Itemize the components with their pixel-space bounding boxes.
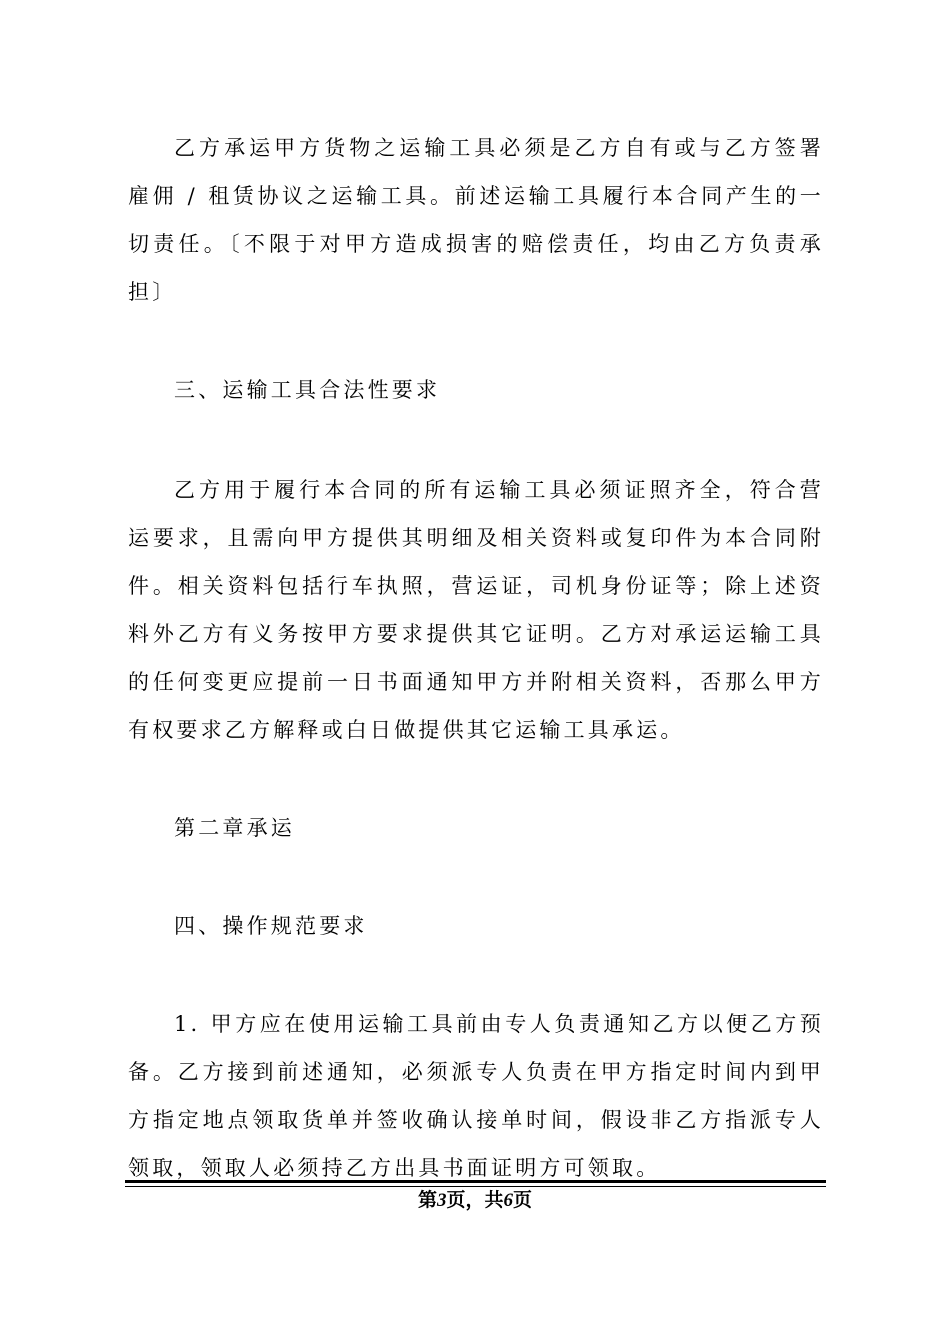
section-heading-legality: 三、运输工具合法性要求 (174, 378, 441, 402)
paragraph-operation-rule-1: 1. 甲方应在使用运输工具前由专人负责通知乙方以便乙方预备。乙方接到前述通知，必须派专人负责在甲方指定时间内到甲方指定地点领取货单并签收确认接单时间，假设非乙方指派专人领取，领取人必须持乙方出具书面证明方可领取。 (128, 1012, 824, 1180)
current-page-number: 3 (436, 1190, 447, 1211)
total-page-count: 6 (503, 1190, 513, 1211)
footer-suffix: 页 (513, 1190, 533, 1211)
paragraph-transport-ownership: 乙方承运甲方货物之运输工具必须是乙方自有或与乙方签署雇佣 / 租赁协议之运输工具。前述运输工具履行本合同产生的一切责任。〔不限于对甲方造成损害的赔偿责任，均由乙方负责承担〕 (128, 136, 824, 304)
document-body (128, 124, 824, 1192)
chapter-heading-carriage: 第二章承运 (174, 816, 295, 840)
footer-prefix: 第 (417, 1190, 437, 1211)
section-heading-operation: 四、操作规范要求 (174, 914, 368, 938)
footer-divider-thick (125, 1180, 826, 1183)
paragraph-transport-legality: 乙方用于履行本合同的所有运输工具必须证照齐全，符合营运要求，且需向甲方提供其明细及相关资料或复印件为本合同附件。相关资料包括行车执照，营运证，司机身份证等；除上述资料外乙方有义务按甲方要求提供其它证明。乙方对承运运输工具的任何变更应提前一日书面通知甲方并附相关资料，否那么甲方有权要求乙方解释或白日做提供其它运输工具承运。 (128, 478, 824, 742)
footer-middle: 页，共 (446, 1190, 504, 1211)
page-number-footer (0, 1187, 950, 1215)
